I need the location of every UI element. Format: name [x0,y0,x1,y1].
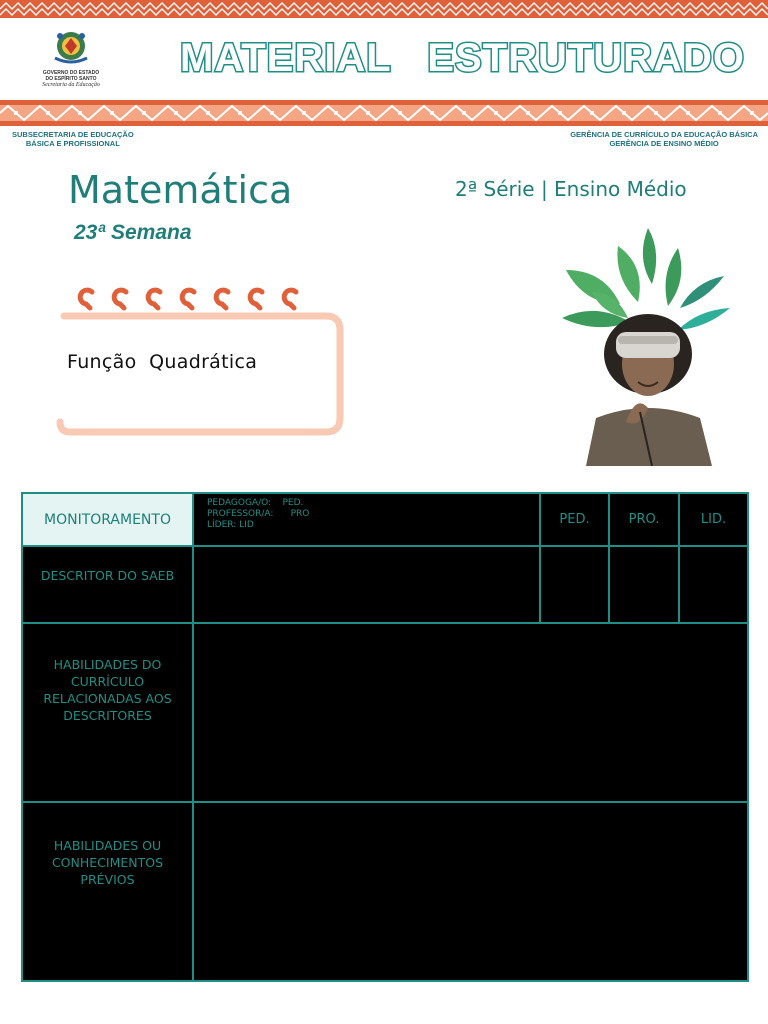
monitoring-header: MONITORAMENTO [22,493,193,546]
subsecretaria-line-1: SUBSECRETARIA DE EDUCAÇÃO [12,130,134,139]
gerencia-label [570,130,758,148]
pedagoga-label: PEDAGOGA/O: PED. [207,498,304,508]
monitoring-table [21,492,749,982]
gerencia-line-2: GERÊNCIA DE ENSINO MÉDIO [609,139,719,148]
descriptor-ped-cell [540,546,609,623]
descriptor-lid-cell [679,546,748,623]
subject-title: Matemática [68,168,293,212]
government-logo [36,28,106,92]
lid-column-header: LID. [679,493,748,546]
topic-title: Função Quadrática [67,351,258,373]
coat-of-arms-icon [51,28,91,66]
prior-knowledge-label: HABILIDADES OU CONHECIMENTOS PRÉVIOS [22,802,193,981]
subsecretaria-label [12,130,134,148]
subsecretaria-line-2: BÁSICA E PROFISSIONAL [25,139,120,148]
week-label: 23ª Semana [74,221,192,244]
ped-column-header: PED. [540,493,609,546]
prior-knowledge-value [193,802,748,981]
pro-column-header: PRO. [609,493,679,546]
skills-label: HABILIDADES DO CURRÍCULO RELACIONADAS AOS DESCRITORES [22,623,193,802]
descriptor-pro-cell [609,546,679,623]
professor-label: PROFESSOR/A: PRO [207,509,310,519]
skills-value [193,623,748,802]
vr-headset-icon [616,332,680,358]
top-pattern-band [0,0,768,18]
header-title: MATERIAL ESTRUTURADO [180,36,745,80]
grade-label: 2ª Série | Ensino Médio [455,177,687,201]
signers-cell [193,493,540,546]
middle-pattern-band [0,100,768,126]
descriptor-value [193,546,540,623]
descriptor-label: DESCRITOR DO SAEB [22,546,193,623]
lider-label: LÍDER: LID [207,520,254,530]
spiral-rings-icon [80,290,296,308]
gerencia-line-1: GERÊNCIA DE CURRÍCULO DA EDUCAÇÃO BÁSICA [570,130,758,139]
logo-text-1: GOVERNO DO ESTADO [42,70,100,76]
logo-text-2: DO ESPÍRITO SANTO [45,76,97,82]
logo-subtitle: Secretaria da Educação [42,82,100,88]
vr-student-illustration [556,222,736,466]
